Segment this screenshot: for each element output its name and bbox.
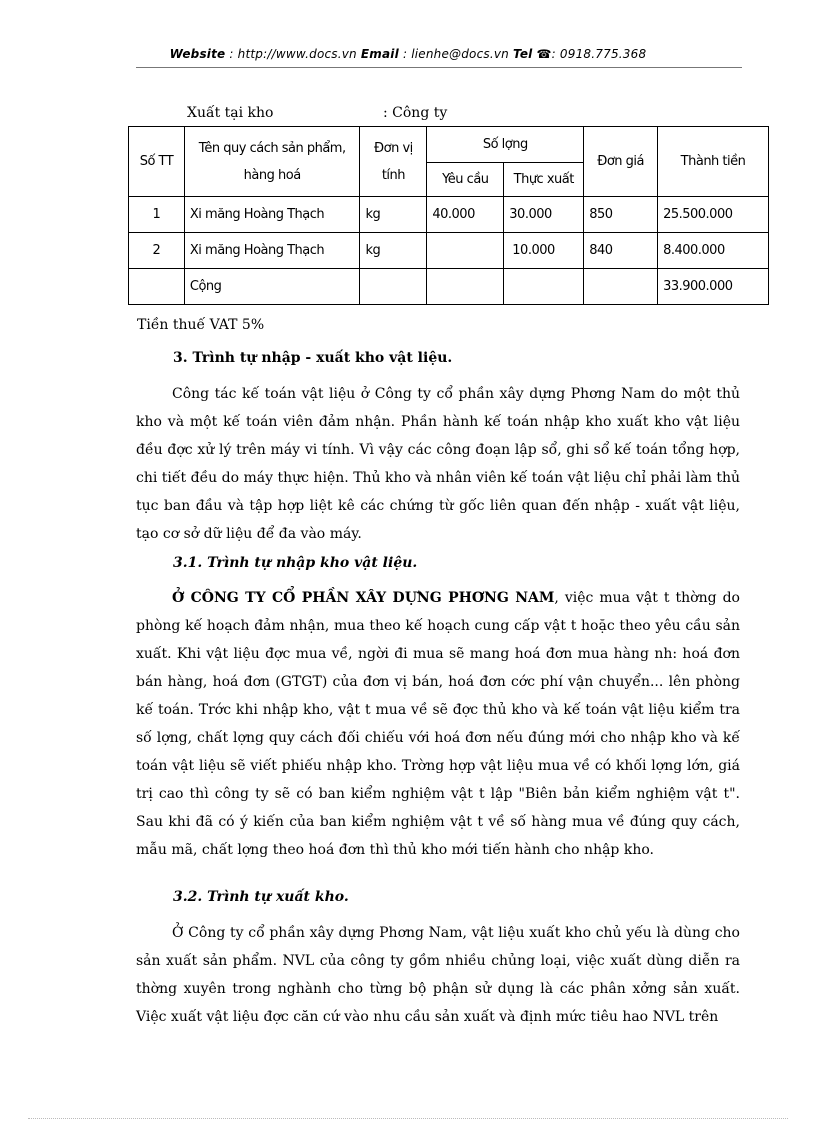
- table-row: [129, 197, 769, 233]
- cell-qty-act: 30.000: [504, 197, 584, 233]
- header-name: Tên quy cách sản phẩm, hàng hoá: [184, 127, 360, 197]
- website-label: Website: [169, 47, 226, 61]
- cell-price: 840: [584, 233, 658, 269]
- header-rule: [136, 67, 742, 68]
- section-3-2-heading: 3.2. Trình tự xuất kho.: [173, 889, 349, 905]
- section-3-paragraph: Công tác kế toán vật liệu ở Công ty cổ phần xây dựng Phơng Nam do một thủ kho và một kế toán viên đảm nhận. Phần hành kế toán nhập kho xuất kho vật liệu đều đợc xử lý trên máy vi tính. Vì vậy các công đoạn lập sổ, ghi sổ kế toán tổng hợp, chi tiết đều do máy thực hiện. Thủ kho và nhân viên kế toán vật liệu chỉ phải làm thủ tục ban đầu và tập hợp liệt kê các chứng từ gốc liên quan đến nhập - xuất vật liệu, tạo cơ sở dữ liệu để đa vào máy.: [136, 386, 740, 542]
- section-3-1-text: , việc mua vật t thờng do phòng kế hoạch đảm nhận, mua theo kế hoạch cung cấp vật t hoặc theo yêu cầu sản xuất. Khi vật liệu đợc mua về, ngời đi mua sẽ mang hoá đơn mua hàng nh: hoá đơn bán hàng, hoá đơn (GTGT) của đơn vị bán, hoá đơn cớc phí vận chuyển... lên phòng kế toán. Trớc khi nhập kho, vật t mua về sẽ đợc thủ kho và kế toán vật liệu kiểm tra số lợng, chất lợng quy cách đối chiếu với hoá đơn nếu đúng mới cho nhập kho và kế toán vật liệu sẽ viết phiếu nhập kho. Trờng hợp vật liệu mua về có khối lợng lớn, giá trị cao thì công ty sẽ có ban kiểm nghiệm vật t lập "Biên bản kiểm nghiệm vật t". Sau khi đã có ý kiến của ban kiểm nghiệm vật t về số hàng mua về đúng quy cách, mẫu mã, chất lợng theo hoá đơn thì thủ kho mới tiến hành cho nhập kho.: [136, 590, 740, 858]
- cell-total: 25.500.000: [658, 197, 769, 233]
- cell-empty: [360, 269, 427, 305]
- website-value: : http://www.docs.vn: [229, 47, 357, 61]
- header-qty-act: Thực xuất: [504, 163, 584, 197]
- cell-price: 850: [584, 197, 658, 233]
- cell-unit: kg: [360, 197, 427, 233]
- warehouse-value: : Công ty: [383, 105, 448, 121]
- sum-total: 33.900.000: [658, 269, 769, 305]
- cell-empty: [504, 269, 584, 305]
- tel-label: Tel: [513, 47, 533, 61]
- cell-qty-req: 40.000: [427, 197, 504, 233]
- header-qty: Số lợng: [427, 127, 584, 163]
- page-bottom-rule: [28, 1118, 788, 1119]
- cell-name: Xi măng Hoàng Thạch: [184, 197, 360, 233]
- table-sum-row: [129, 269, 769, 305]
- cell-stt: 2: [129, 233, 185, 269]
- cell-stt: 1: [129, 197, 185, 233]
- email-label: Email: [360, 47, 399, 61]
- cell-total: 8.400.000: [658, 233, 769, 269]
- section-3-2-paragraph: Ở Công ty cổ phần xây dựng Phơng Nam, vật liệu xuất kho chủ yếu là dùng cho sản xuất sản phẩm. NVL của công ty gồm nhiều chủng loại, việc xuất dùng diễn ra thờng xuyên trong nghành cho từng bộ phận sử dụng là các phân xởng sản xuất. Việc xuất vật liệu đợc căn cứ vào nhu cầu sản xuất và định mức tiêu hao NVL trên: [136, 925, 740, 1025]
- cell-unit: kg: [360, 233, 427, 269]
- page-header: [0, 47, 816, 61]
- section-3-1-heading: 3.1. Trình tự nhập kho vật liệu.: [173, 555, 418, 571]
- tel-value: : 0918.775.368: [551, 47, 647, 61]
- sum-label: Cộng: [184, 269, 360, 305]
- cell-qty-act: 10.000: [504, 233, 584, 269]
- phone-icon: ☎: [536, 47, 552, 61]
- header-total: Thành tiền: [658, 127, 769, 197]
- cell-empty: [427, 269, 504, 305]
- header-price: Đơn giá: [584, 127, 658, 197]
- cell-empty: [584, 269, 658, 305]
- warehouse-label: Xuất tại kho: [187, 105, 274, 121]
- table-row: [129, 233, 769, 269]
- header-stt: Số TT: [129, 127, 185, 197]
- cell-empty: [129, 269, 185, 305]
- section-3-1-paragraph: [136, 584, 740, 864]
- email-value: : lienhe@docs.vn: [402, 47, 509, 61]
- company-name-caps: Ở CÔNG TY CỔ PHẦN XÂY DỰNG PHƠNG NAM: [172, 590, 555, 606]
- header-qty-req: Yêu cầu: [427, 163, 504, 197]
- header-unit: Đơn vị tính: [360, 127, 427, 197]
- vat-note: Tiền thuế VAT 5%: [137, 317, 265, 333]
- cell-name: Xi măng Hoàng Thạch: [184, 233, 360, 269]
- stock-table: [128, 126, 769, 305]
- cell-qty-req: [427, 233, 504, 269]
- section-3-heading: 3. Trình tự nhập - xuất kho vật liệu.: [173, 350, 453, 366]
- table-header-row: [129, 127, 769, 163]
